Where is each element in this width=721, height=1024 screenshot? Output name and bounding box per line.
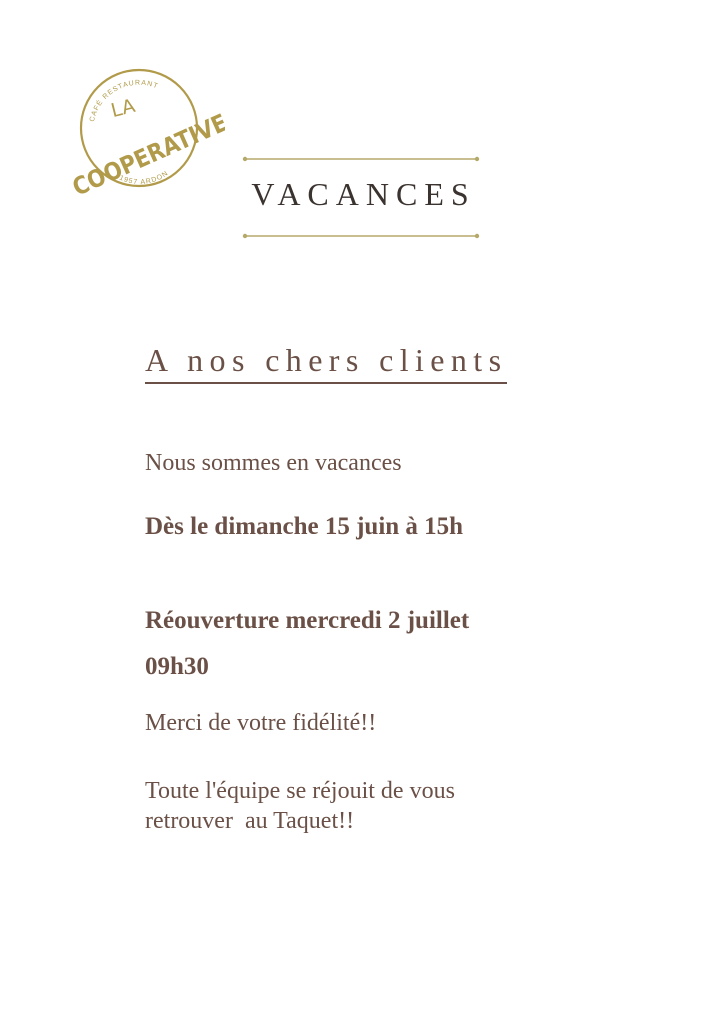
closing-date: Dès le dimanche 15 juin à 15h	[145, 513, 464, 540]
team-message-line-1: Toute l'équipe se réjouit de vous	[145, 778, 455, 804]
logo-la-text: LA	[108, 94, 138, 123]
logo-cooperative-text: COOPERATIVE	[68, 99, 225, 198]
page-title: VACANCES	[251, 176, 476, 212]
logo-top-arc-text: CAFÉ RESTAURANT	[88, 79, 160, 123]
thanks-message: Merci de votre fidélité!!	[145, 710, 377, 736]
reopening-time: 09h30	[145, 653, 209, 680]
reopening-date: Réouverture mercredi 2 juillet	[145, 607, 470, 634]
vacation-statement: Nous sommes en vacances	[145, 450, 402, 476]
reopening-info	[145, 598, 469, 690]
logo-bottom-arc-text: 1957 ARDON	[118, 169, 170, 187]
team-message	[145, 776, 455, 836]
greeting-heading: A nos chers clients	[145, 338, 507, 384]
title-top-rule	[242, 155, 480, 163]
title-bottom-rule	[242, 232, 480, 240]
team-message-line-2: retrouver au Taquet!!	[145, 808, 355, 834]
